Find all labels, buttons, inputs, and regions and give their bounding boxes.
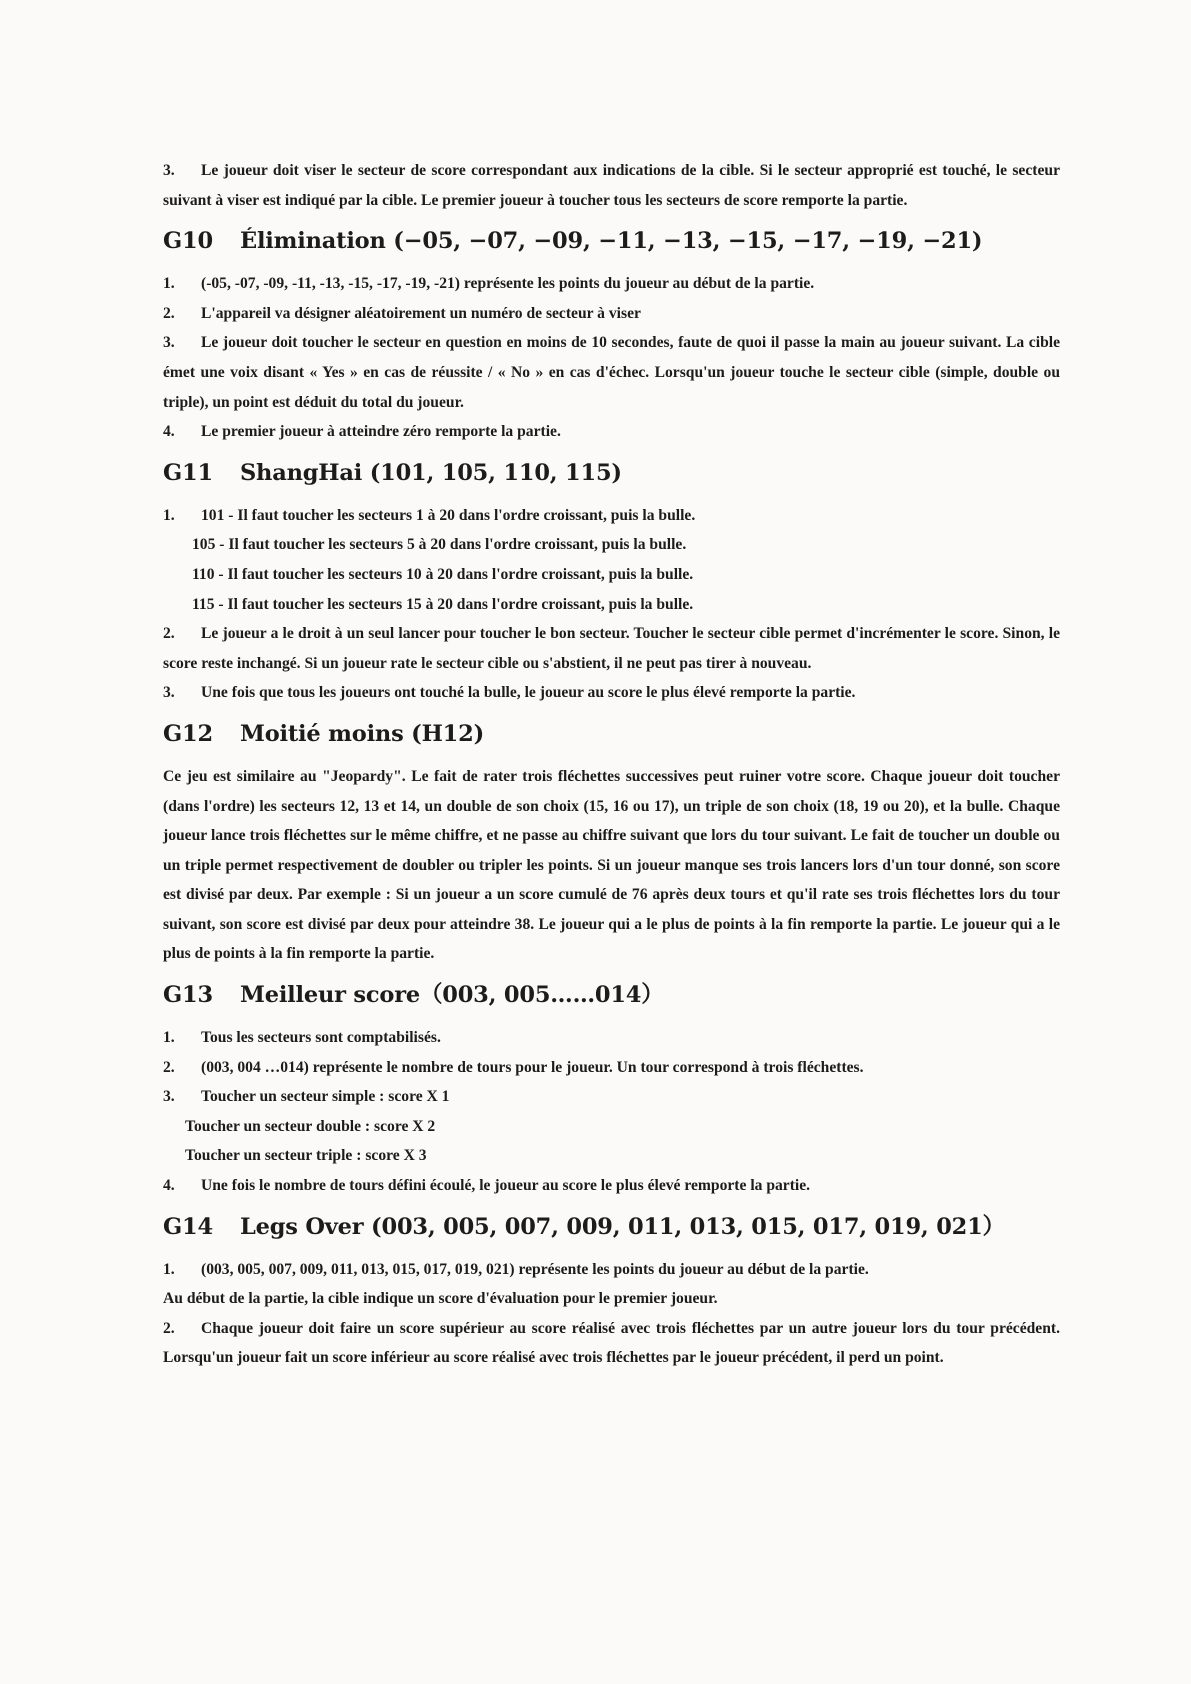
g10-item-2 <box>163 299 1060 329</box>
section-heading-g10 <box>163 221 1060 261</box>
item-number: 1. <box>163 275 175 293</box>
game-title: Meilleur score（003, 005……014） <box>240 982 664 1009</box>
section-heading-g11 <box>163 453 1060 493</box>
g10-item-4 <box>163 417 1060 447</box>
item-number: 4. <box>163 1177 175 1195</box>
g13-subline-double: Toucher un secteur double : score X 2 <box>185 1117 436 1135</box>
item-text: (003, 005, 007, 009, 011, 013, 015, 017, 019, 021) représente les points du joueur au début de la partie. <box>201 1260 869 1278</box>
g14-item-1-continued: Au début de la partie, la cible indique un score d'évaluation pour le premier joueur. <box>163 1290 718 1308</box>
g11-subline-110: 110 - Il faut toucher les secteurs 10 à 20 dans l'ordre croissant, puis la bulle. <box>192 565 694 583</box>
item-number: 1. <box>163 1029 175 1047</box>
game-title: Legs Over (003, 005, 007, 009, 011, 013, 015, 017, 019, 021） <box>240 1213 1005 1240</box>
item-text: Tous les secteurs sont comptabilisés. <box>201 1029 441 1047</box>
page-content <box>163 156 1060 1373</box>
g10-item-3 <box>163 328 1060 417</box>
g14-item-2 <box>163 1314 1060 1373</box>
game-code: G10 <box>163 228 213 255</box>
item-text: 101 - Il faut toucher les secteurs 1 à 20 dans l'ordre croissant, puis la bulle. <box>201 506 696 524</box>
game-title: ShangHai (101, 105, 110, 115) <box>240 459 622 486</box>
item-text: Chaque joueur doit faire un score supérieur au score réalisé avec trois fléchettes par un autre joueur lors du tour précédent. Lorsqu'un joueur fait un score inférieur au score réalisé avec trois fléchettes par le joueur précédent, il perd un point. <box>163 1319 1060 1367</box>
g13-item-4 <box>163 1171 1060 1201</box>
g13-item-1 <box>163 1023 1060 1053</box>
item-number: 4. <box>163 423 175 441</box>
item-text: Le joueur a le droit à un seul lancer pour toucher le bon secteur. Toucher le secteur cible permet d'incrémenter le score. Sinon, le score reste inchangé. Si un joueur rate le secteur cible ou s'abstient, il ne peut pas tirer à nouveau. <box>163 625 1060 672</box>
g11-subline-115: 115 - Il faut toucher les secteurs 15 à 20 dans l'ordre croissant, puis la bulle. <box>192 595 694 613</box>
item-number: 3. <box>163 162 175 179</box>
item-text: Le joueur doit viser le secteur de score correspondant aux indications de la cible. Si le secteur approprié est touché, le secteur suivant à viser est indiqué par la cible. Le premier joueur à toucher tous les secteurs de score remporte la partie. <box>163 162 1060 209</box>
g11-item-1 <box>163 501 1060 531</box>
item-text: L'appareil va désigner aléatoirement un numéro de secteur à viser <box>201 304 641 322</box>
item-number: 1. <box>163 506 175 524</box>
item-number: 3. <box>163 1088 175 1106</box>
item-text: Une fois le nombre de tours défini écoulé, le joueur au score le plus élevé remporte la partie. <box>201 1177 811 1195</box>
game-code: G13 <box>163 982 213 1009</box>
section-heading-g13 <box>163 975 1060 1015</box>
item-text: Le joueur doit toucher le secteur en question en moins de 10 secondes, faute de quoi il passe la main au joueur suivant. La cible émet une voix disant « Yes » en cas de réussite / « No » en cas d'échec. Lorsqu'un joueur touche le secteur cible (simple, double ou triple), un point est déduit du total du joueur. <box>163 334 1060 411</box>
item-number: 2. <box>163 1319 175 1337</box>
section-heading-g12 <box>163 714 1060 754</box>
g13-item-3 <box>163 1082 1060 1112</box>
item-number: 2. <box>163 1058 175 1076</box>
item-number: 1. <box>163 1260 175 1278</box>
g12-body-paragraph: Ce jeu est similaire au "Jeopardy". Le fait de rater trois fléchettes successives peut ruiner votre score. Chaque joueur doit toucher (dans l'ordre) les secteurs 12, 13 et 14, un double de son choix (15, 16 ou 17), un triple de son choix (18, 19 ou 20), et la bulle. Chaque joueur lance trois fléchettes sur le même chiffre, et ne passe au chiffre suivant que lors du tour suivant. Le fait de toucher un double ou un triple permet respectivement de doubler ou tripler les points. Si un joueur manque ses trois lancers lors d'un tour donné, son score est divisé par deux. Par exemple : Si un joueur a un score cumulé de 76 après deux tours et qu'il rate ses trois fléchettes lors du tour suivant, son score est divisé par deux pour atteindre 38. Le joueur qui a le plus de points à la fin remporte la partie. Le joueur qui a le plus de points à la fin remporte la partie. <box>163 767 1060 963</box>
g13-item-2 <box>163 1053 1060 1083</box>
intro-item-3 <box>163 156 1060 215</box>
g14-item-1 <box>163 1255 1060 1285</box>
game-code: G14 <box>163 1213 213 1240</box>
game-code: G12 <box>163 720 213 747</box>
item-number: 3. <box>163 684 175 702</box>
item-text: Une fois que tous les joueurs ont touché la bulle, le joueur au score le plus élevé remporte la partie. <box>201 684 856 702</box>
item-text: (003, 004 …014) représente le nombre de tours pour le joueur. Un tour correspond à trois fléchettes. <box>201 1058 864 1076</box>
game-title: Moitié moins (H12) <box>240 720 485 747</box>
item-text: Toucher un secteur simple : score X 1 <box>201 1088 450 1106</box>
game-code: G11 <box>163 459 213 486</box>
item-text: (-05, -07, -09, -11, -13, -15, -17, -19, -21) représente les points du joueur au début de la partie. <box>201 275 815 293</box>
g11-subline-105: 105 - Il faut toucher les secteurs 5 à 20 dans l'ordre croissant, puis la bulle. <box>192 536 687 554</box>
g11-item-3 <box>163 678 1060 708</box>
item-number: 2. <box>163 304 175 322</box>
g13-subline-triple: Toucher un secteur triple : score X 3 <box>185 1147 427 1165</box>
g10-item-1 <box>163 269 1060 299</box>
item-number: 2. <box>163 625 175 643</box>
g11-item-2 <box>163 619 1060 678</box>
item-text: Le premier joueur à atteindre zéro remporte la partie. <box>201 423 561 441</box>
item-number: 3. <box>163 334 175 352</box>
section-heading-g14 <box>163 1207 1060 1247</box>
game-title: Élimination (−05, −07, −09, −11, −13, −15, −17, −19, −21) <box>240 228 983 255</box>
